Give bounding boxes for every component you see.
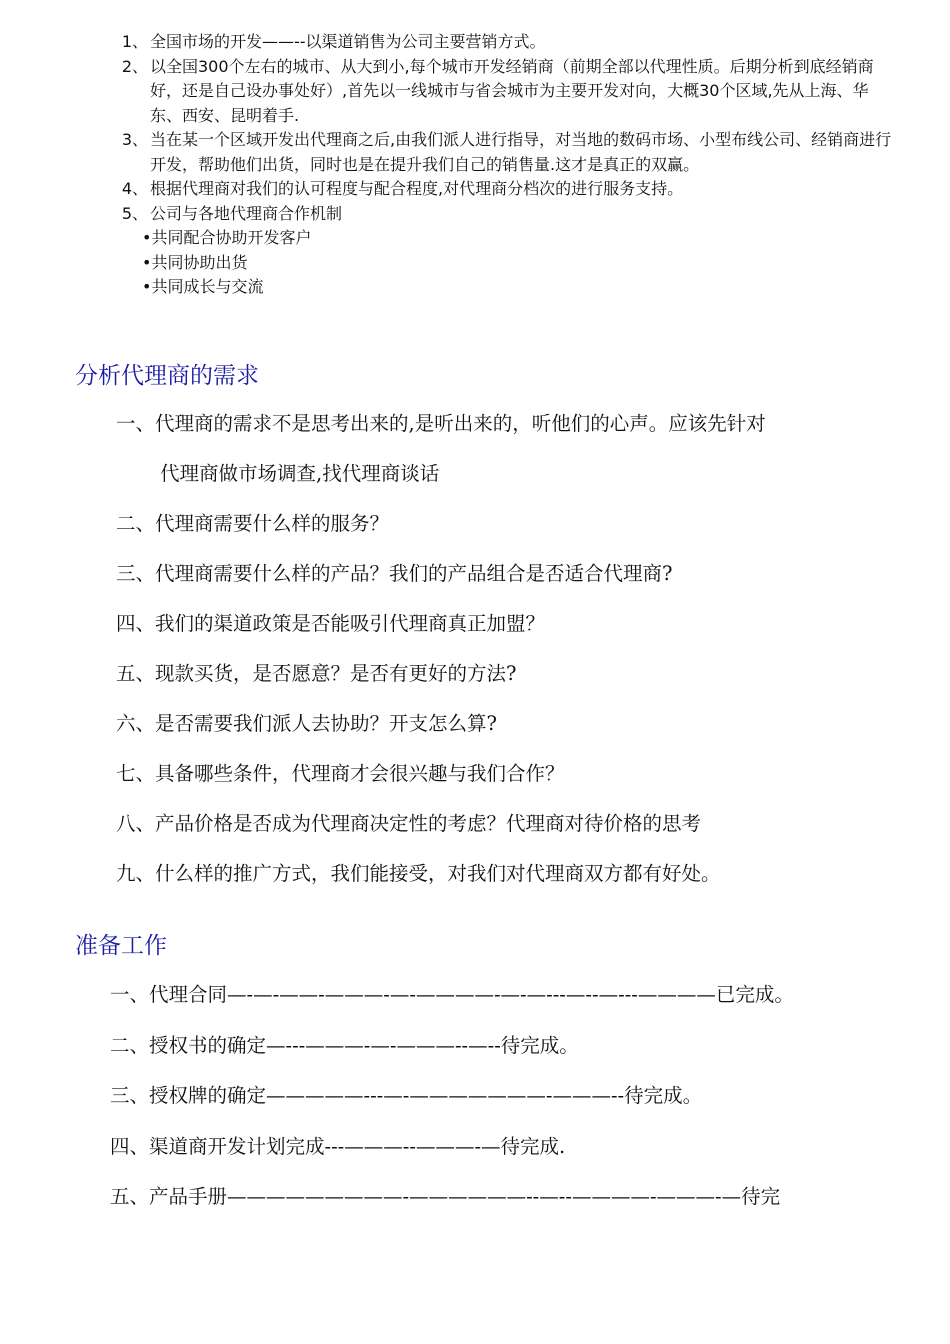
- list-item: [112, 55, 892, 129]
- question-item: 一、代理商的需求不是思考出来的,是听出来的，听他们的心声。应该先针对: [116, 412, 766, 435]
- list-number: 1、: [121, 32, 148, 51]
- list-text: 全国市场的开发——--以渠道销售为公司主要营销方式。: [150, 32, 546, 51]
- question-item: 五、现款买货，是否愿意？是否有更好的方法?: [116, 662, 517, 685]
- list-item: [112, 177, 892, 202]
- task-item: 二、授权书的确定—---———-—-———--—--待完成。: [110, 1033, 579, 1057]
- question-item: 六、是否需要我们派人去协助？开支怎么算?: [116, 712, 497, 735]
- list-number: 4、: [121, 179, 148, 198]
- list-item: [112, 30, 892, 55]
- bullet-item: •共同协助出货: [142, 252, 248, 272]
- bullet-item: •共同成长与交流: [142, 277, 264, 296]
- bullet-list: [112, 226, 892, 300]
- question-item: 九、什么样的推广方式，我们能接受，对我们对代理商双方都有好处。: [116, 862, 721, 885]
- list-text: 当在某一个区域开发出代理商之后,由我们派人进行指导，对当地的数码市场、小型布线公司、经销商进行开发，帮助他们出货，同时也是在提升我们自己的销售量.这才是真正的双赢。: [150, 130, 892, 174]
- list-item: [112, 128, 892, 177]
- numbered-list: [112, 30, 892, 300]
- list-text: 公司与各地代理商合作机制: [150, 203, 343, 223]
- section-heading-needs: 分析代理商的需求: [75, 363, 259, 389]
- task-list: [110, 970, 910, 1223]
- task-item: 一、代理合同—-—-——-———-—-————-—-—---—--—---————已完成。: [110, 983, 794, 1006]
- question-item: 二、代理商需要什么样的服务？: [116, 512, 390, 535]
- bullet-item: •共同配合协助开发客户: [142, 228, 312, 247]
- question-item: 四、我们的渠道政策是否能吸引代理商真正加盟？: [116, 612, 546, 635]
- question-item: 三、代理商需要什么样的产品？我们的产品组合是否适合代理商?: [116, 562, 673, 585]
- task-item: 四、渠道商开发计划完成---———--———-—待完成.: [110, 1134, 566, 1158]
- list-item: [112, 202, 892, 227]
- section-heading-preparation: 准备工作: [75, 933, 167, 959]
- list-number: 2、: [121, 56, 148, 76]
- list-number: 3、: [121, 130, 148, 149]
- question-item: 八、产品价格是否成为代理商决定性的考虑？代理商对待价格的思考: [116, 812, 702, 835]
- list-number: 5、: [121, 203, 148, 223]
- task-item: 三、授权牌的确定—————---—-———————-———--待完成。: [110, 1084, 703, 1107]
- question-item-continuation: 代理商做市场调查,找代理商谈话: [160, 462, 440, 485]
- question-item: 七、具备哪些条件，代理商才会很兴趣与我们合作？: [116, 762, 565, 785]
- list-text: 以全国300个左右的城市、从大到小,每个城市开发经销商（前期全部以代理性质。后期分析到底经销商好，还是自己设办事处好）,首先以一线城市与省会城市为主要开发对向，大概30个区域,先从上海、华东、西安、昆明着手.: [150, 56, 874, 125]
- question-list: [116, 399, 896, 899]
- list-text: 根据代理商对我们的认可程度与配合程度,对代理商分档次的进行服务支持。: [150, 179, 684, 198]
- task-item: 五、产品手册—————————-——————--—--————-———-—待完: [110, 1185, 781, 1208]
